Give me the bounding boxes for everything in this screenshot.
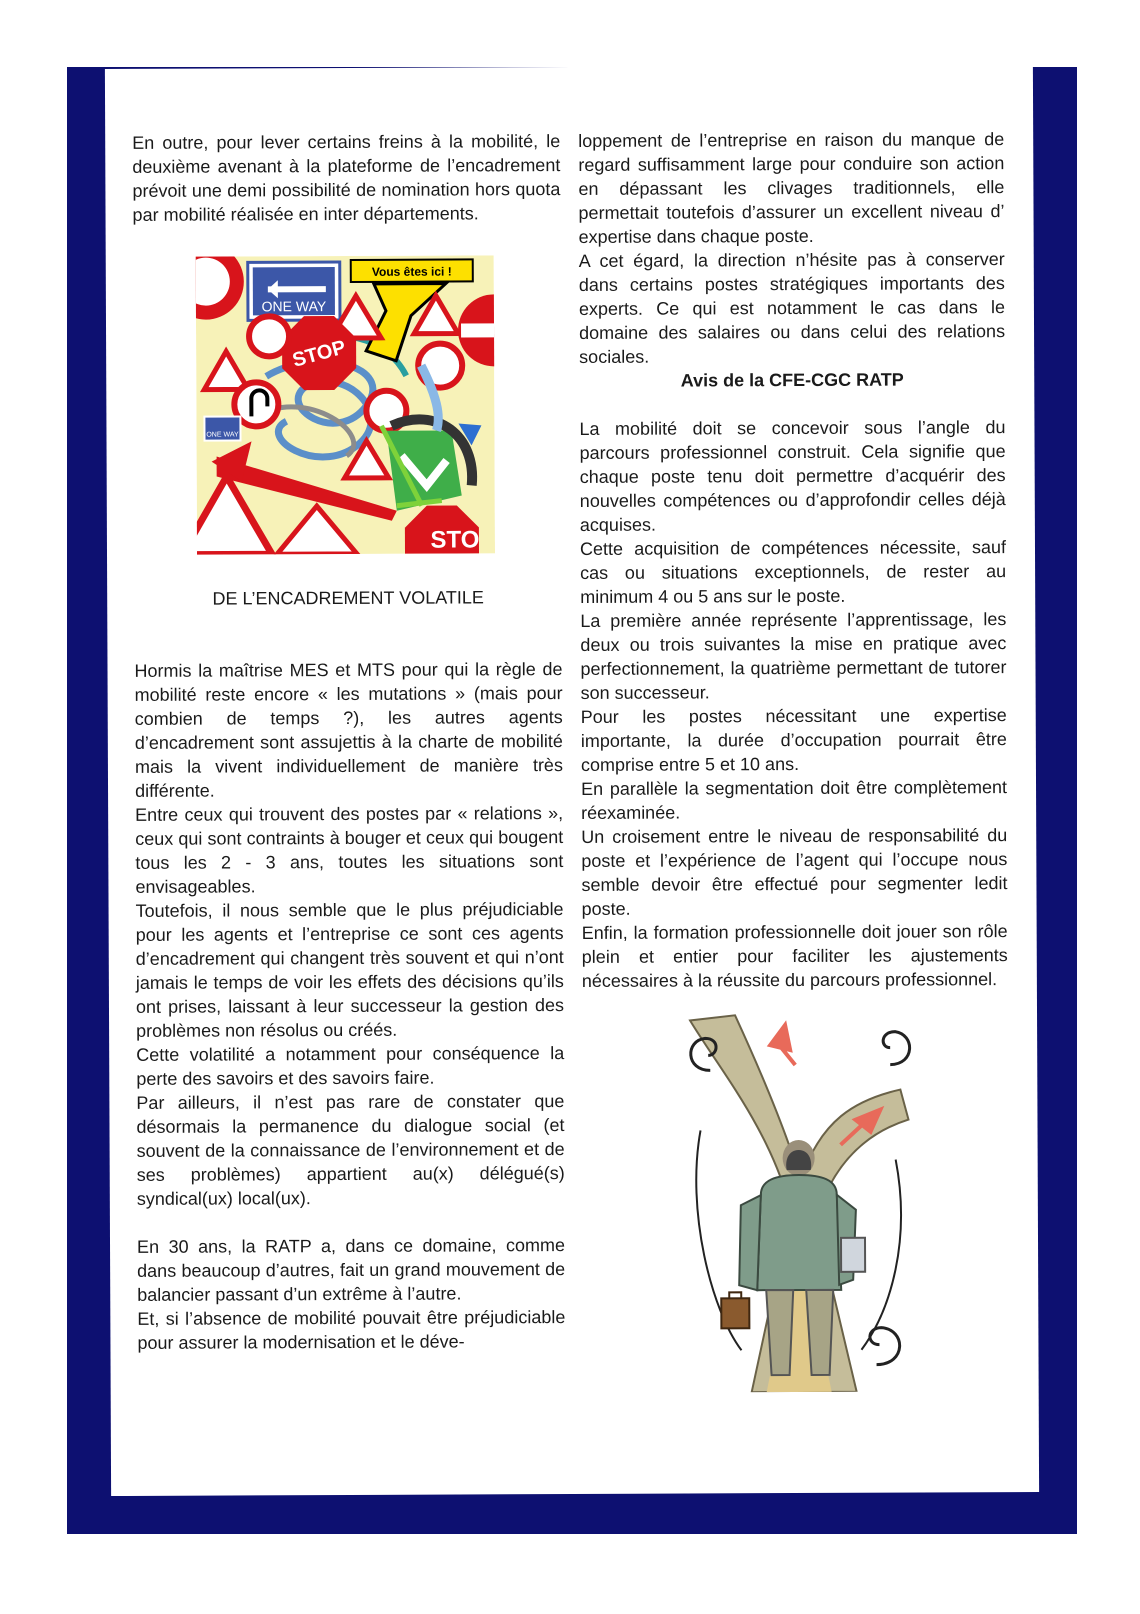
body-paragraph: loppement de l’entreprise en raison du manque de regard suffisamment large pour conduire son action en dépassant les clivages traditionnels, elle permettait toutefois d’assurer un excellent niveau d’ expertise dans chaque poste. [578,129,1005,247]
body-paragraph: Un croisement entre le niveau de responsabilité du poste et l’expérience de l’agent qui l’occupe nous semble devoir être effectué pour segmenter ledit poste. [581,825,1008,919]
intro-paragraph: En outre, pour lever certains freins à la mobilité, le deuxième avenant à la plateforme de l’encadrement prévoit une demi possibilité de nomination hors quota par mobilité réalisée en inter départements. [132,131,561,225]
body-paragraph: En 30 ans, la RATP a, dans ce domaine, comme dans beaucoup d’autres, fait un grand mouvement de balancier passant d’un extrême à l’autre. [136,1235,566,1305]
section-title: DE L’ENCADREMENT VOLATILE [212,587,484,609]
body-paragraph: Et, si l’absence de mobilité pouvait être préjudiciable pour assurer la modernisation et le déve- [137,1307,566,1353]
body-paragraph: La première année représente l’apprentissage, les deux ou trois suivantes la mise en pratique avec perfectionnement, la quatrième permettant de tutorer son successeur. [580,609,1007,703]
body-paragraph: Hormis la maîtrise MES et MTS pour qui la règle de mobilité reste encore « les mutations » (mais pour combien de temps ?), les autres agents d’encadrement sont assujettis à la charte de mobilité mais la vivent individuellement de manière très différente. [134,659,563,801]
body-paragraph: Cette acquisition de compétences nécessite, sauf cas ou situations exceptionnels, de rester au minimum 4 ou 5 ans sur le poste. [579,537,1007,607]
one-way-text: ONE WAY [261,298,327,315]
body-paragraph: Enfin, la formation professionnelle doit jouer son rôle plein et entier pour faciliter les ajustements nécessaires à la réussite du parcours professionnel. [581,921,1008,991]
body-paragraph: La mobilité doit se concevoir sous l’angle du parcours professionnel construit. Cela signifie que chaque poste tenu doit permettre d’acquérir des nouvelles compétences ou d’approfondir celles déjà acquises. [579,417,1006,535]
document-page [105,65,1039,1496]
body-paragraph: Par ailleurs, il n’est pas rare de constater que désormais la permanence du dialogue social (et souvent de la connaissance de l’environnement et de ses problèmes) appartient au(x) délégué(s) syndical(ux) local(ux). [136,1091,565,1209]
road-signs-illustration [196,255,495,554]
opinion-heading: Avis de la CFE-CGC RATP [680,369,904,391]
body-paragraph: A cet égard, la direction n’hésite pas à conserver dans certains postes stratégiques importants des experts. Ce qui est notamment le cas dans le domaine des salaires ou dans celui des relations sociales. [578,249,1006,367]
one-way-small-text: ONE WAY [206,431,239,439]
body-paragraph: Toutefois, il nous semble que le plus préjudiciable pour les agents et l’entreprise ce sont ces agents d’encadrement qui changent très souvent et qui n’ont jamais le temps de voir les effets des décisions qu’ils ont prises, laissant à leur successeur la gestion des problèmes non résolus ou créés. [135,899,565,1041]
crossroads-illustration [680,1010,914,1393]
stop-text: STOP [290,336,349,372]
right-column [578,127,1010,1393]
body-paragraph: Pour les postes nécessitant une expertise importante, la durée d’occupation pourrait être comprise entre 5 et 10 ans. [580,705,1007,775]
stop-text-2: STO [430,526,480,554]
body-paragraph: Entre ceux qui trouvent des postes par « relations », ceux qui sont contraints à bouger et ceux qui bougent tous les 2 - 3 ans, toutes les situations sont envisageables. [135,803,564,897]
body-paragraph: Cette volatilité a notamment pour conséquence la perte des savoirs et des savoirs faire. [136,1043,565,1089]
body-paragraph: En parallèle la segmentation doit être complètement réexaminée. [580,777,1008,823]
left-column [132,129,565,1355]
you-are-here-text: Vous êtes ici ! [371,264,452,279]
